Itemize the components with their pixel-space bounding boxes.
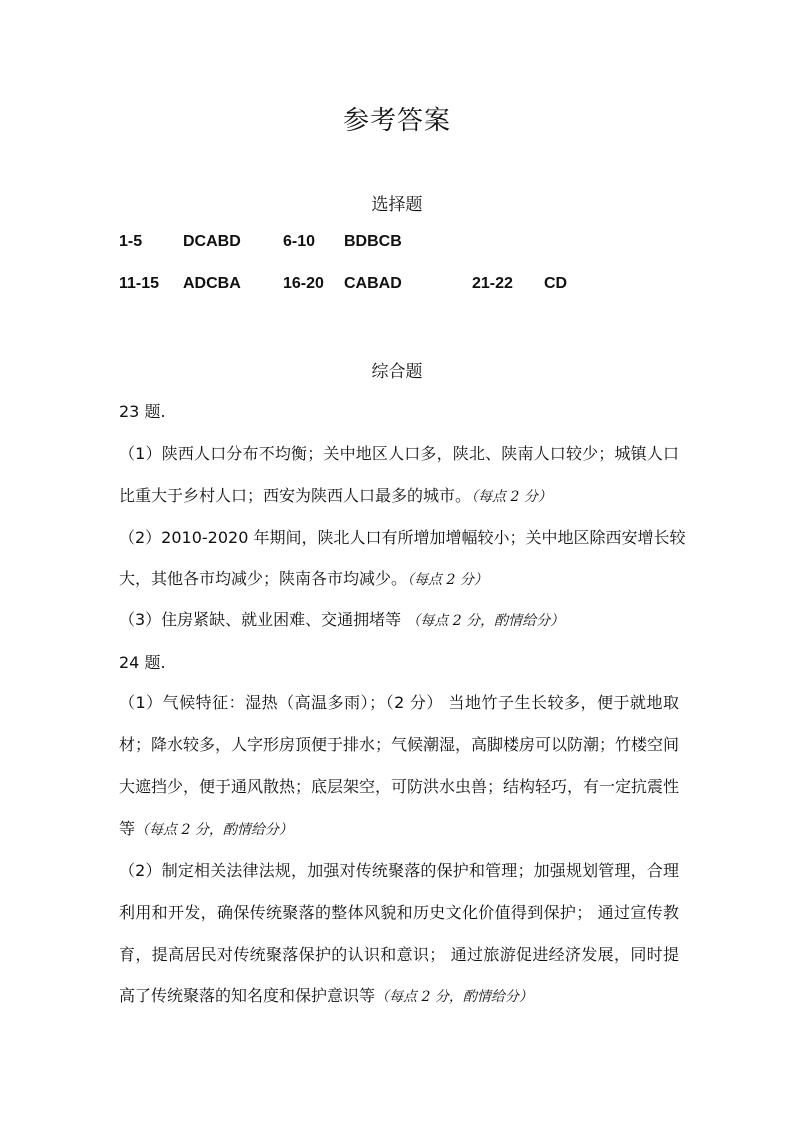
score-note: （每点 2 分，酌情给分） <box>135 822 293 838</box>
answer-range: 16-20 <box>283 275 324 292</box>
q24-line-4: 等（每点 2 分，酌情给分） <box>119 819 293 838</box>
q23-line-3: （2）2010-2020 年期间，陕北人口有所增加增幅较小；关中地区除西安增长较 <box>119 528 686 547</box>
answer-range: 6-10 <box>283 233 316 250</box>
q24-line-1: （1）气候特征：湿热（高温多雨）；（2 分） 当地竹子生长较多，便于就地取 <box>119 693 679 712</box>
score-note: （每点 2 分，酌情给分） <box>406 613 565 629</box>
q24-line-8: 高了传统聚落的知名度和保护意识等（每点 2 分，酌情给分） <box>119 986 533 1005</box>
comprehensive-section-heading: 综合题 <box>371 362 423 382</box>
answer-range: 11-15 <box>119 275 160 292</box>
choice-section-heading: 选择题 <box>371 195 423 215</box>
q23-line-5: （3）住房紧缺、就业困难、交通拥堵等 （每点 2 分，酌情给分） <box>119 610 565 629</box>
score-note: （每点 2 分） <box>471 489 552 505</box>
question-23-label: 23 题. <box>119 402 166 421</box>
page-title: 参考答案 <box>342 106 451 136</box>
q24-line-6: 利用和开发，确保传统聚落的整体风貌和历史文化价值得到保护； 通过宣传教 <box>119 903 679 922</box>
q24-line-2: 材；降水较多，人字形房顶便于排水；气候潮湿，高脚楼房可以防潮；竹楼空间 <box>119 735 680 754</box>
q24-line-3: 大遮挡少，便于通风散热；底层架空，可防洪水虫兽；结构轻巧，有一定抗震性 <box>119 777 680 796</box>
q23-line-2: 比重大于乡村人口；西安为陕西人口最多的城市。（每点 2 分） <box>119 486 552 505</box>
answer-key: BDBCB <box>344 233 402 250</box>
answer-range: 21-22 <box>472 275 513 292</box>
score-note: （每点 2 分） <box>407 572 488 588</box>
score-note: （每点 2 分，酌情给分） <box>375 989 533 1005</box>
answer-key: ADCBA <box>183 275 241 292</box>
answer-range: 1-5 <box>119 233 143 250</box>
q24-line-5: （2）制定相关法律法规，加强对传统聚落的保护和管理；加强规划管理，合理 <box>119 861 679 880</box>
q23-line-1: （1）陕西人口分布不均衡；关中地区人口多，陕北、陕南人口较少；城镇人口 <box>119 444 679 463</box>
q23-line-4: 大，其他各市均减少；陕南各市均减少。（每点 2 分） <box>119 569 488 588</box>
answer-key: DCABD <box>183 233 241 250</box>
question-24-label: 24 题. <box>119 653 166 672</box>
answer-key: CD <box>544 275 568 292</box>
q24-line-7: 育，提高居民对传统聚落保护的认识和意识； 通过旅游促进经济发展，同时提 <box>119 945 679 964</box>
answer-key: CABAD <box>344 275 402 292</box>
